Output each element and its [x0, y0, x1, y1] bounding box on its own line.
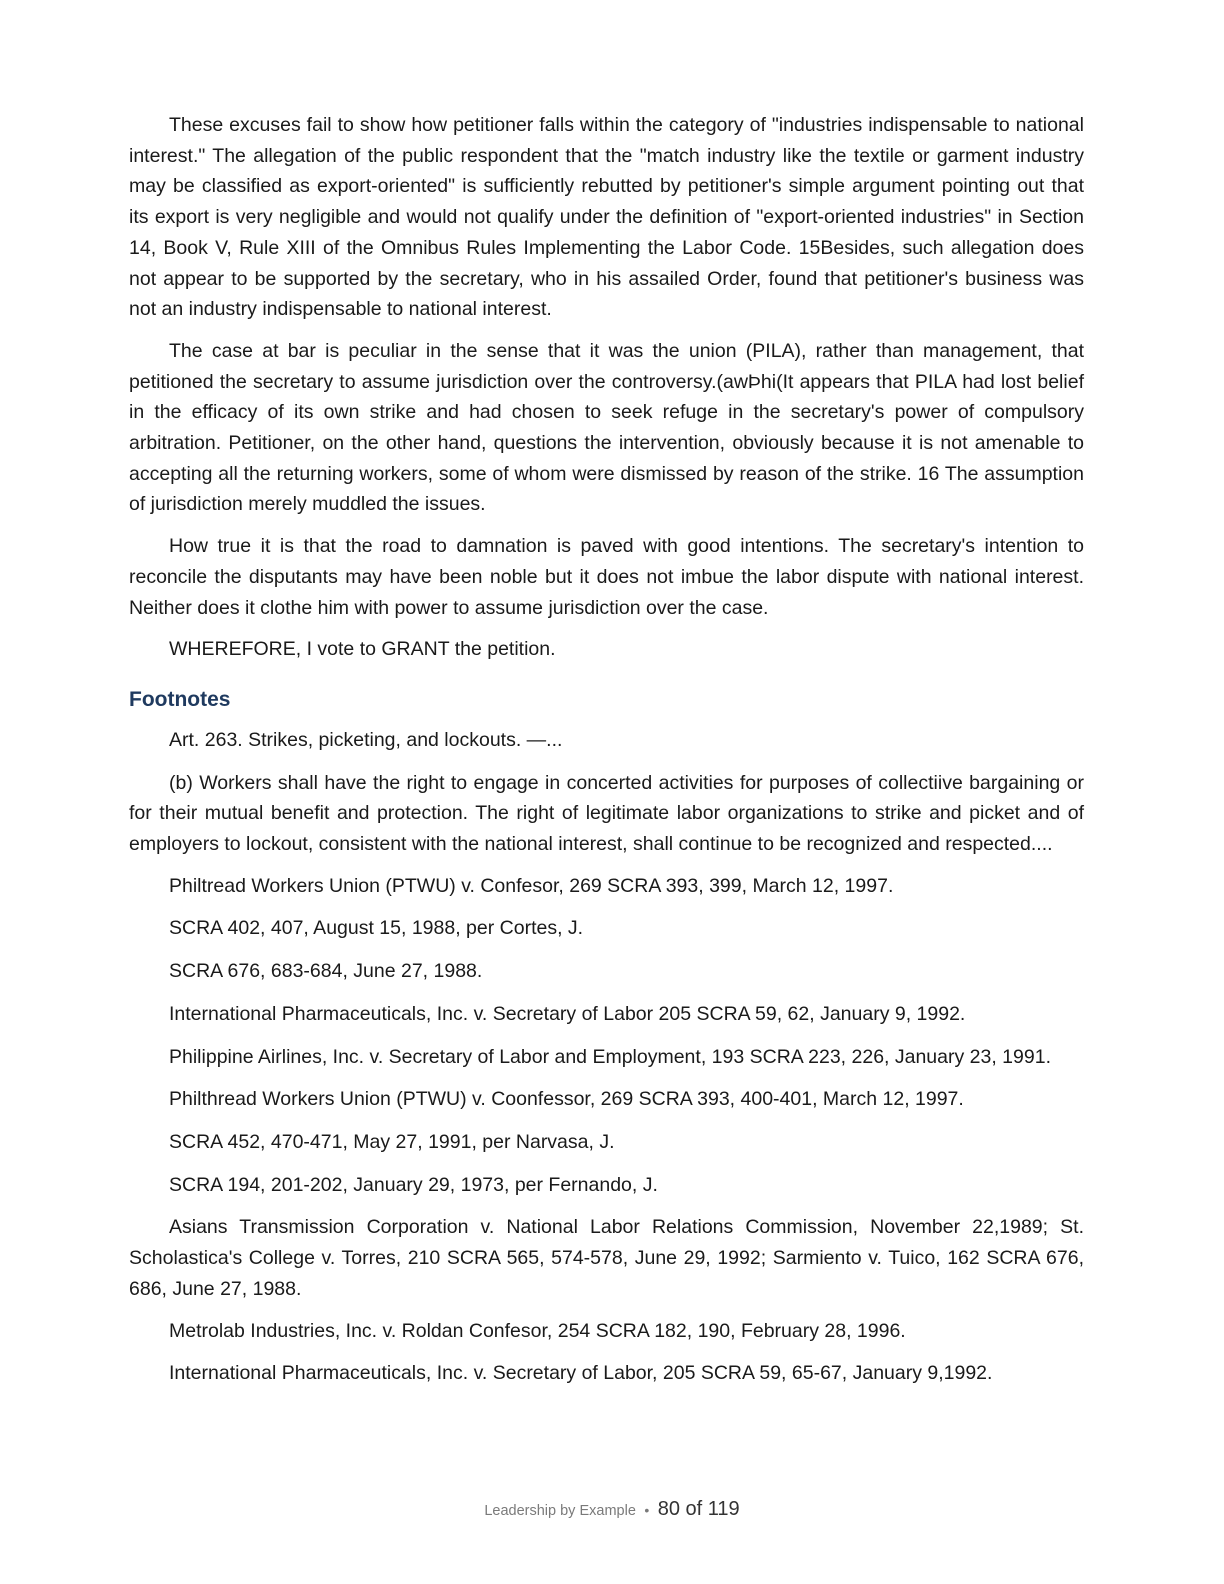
- footnote-ref-1: Philtread Workers Union (PTWU) v. Confesor, 269 SCRA 393, 399, March 12, 1997.: [169, 874, 894, 897]
- footnote-ref-2: SCRA 402, 407, August 15, 1988, per Cortes, J.: [169, 917, 584, 940]
- document-page: [129, 110, 1084, 1401]
- body-paragraph-wherefore: WHEREFORE, I vote to GRANT the petition.: [169, 638, 556, 661]
- footnote-ref-3: SCRA 676, 683-684, June 27, 1988.: [169, 960, 483, 983]
- body-paragraph-2: The case at bar is peculiar in the sense that it was the union (PILA), rather than management, that petitioned the secretary to assume jurisdiction over the controversy.(awÞhi(It appears that PILA had lost belief in the efficacy of its own strike and had chosen to seek refuge in the secretary's power of compulsory arbitration. Petitioner, on the other hand, questions the intervention, obviously because it is not amenable to accepting all the returning workers, some of whom were dismissed by reason of the strike. 16 The assumption of jurisdiction merely muddled the issues.: [129, 339, 1084, 516]
- footnote-ref-5: Philippine Airlines, Inc. v. Secretary of Labor and Employment, 193 SCRA 223, 226, January 23, 1991.: [169, 1045, 1051, 1068]
- footnote-ref-4: International Pharmaceuticals, Inc. v. Secretary of Labor 205 SCRA 59, 62, January 9, 1992.: [169, 1002, 966, 1025]
- footer-label: Leadership by Example: [484, 1503, 636, 1519]
- footnote-ref-metrolab: Metrolab Industries, Inc. v. Roldan Confesor, 254 SCRA 182, 190, February 28, 1996.: [169, 1319, 906, 1342]
- footnote-ref-8: SCRA 194, 201-202, January 29, 1973, per Fernando, J.: [169, 1173, 658, 1196]
- body-paragraph-1: These excuses fail to show how petitioner falls within the category of "industries indispensable to national interest." The allegation of the public respondent that the "match industry like the textile or garment industry may be classified as export-oriented" is sufficiently rebutted by petitioner's simple argument pointing out that its export is very negligible and would not qualify under the definition of "export-oriented industries" in Section 14, Book V, Rule XIII of the Omnibus Rules Implementing the Labor Code. 15Besides, such allegation does not appear to be supported by the secretary, who in his assailed Order, found that petitioner's business was not an industry indispensable to national interest.: [129, 114, 1084, 321]
- footnotes-heading: Footnotes: [129, 687, 231, 711]
- page-number: 80 of 119: [657, 1498, 740, 1520]
- footer-bullet: •: [644, 1502, 650, 1518]
- footnote-ref-international-2: International Pharmaceuticals, Inc. v. Secretary of Labor, 205 SCRA 59, 65-67, January 9,1992.: [169, 1362, 993, 1385]
- footnote-ref-7: SCRA 452, 470-471, May 27, 1991, per Narvasa, J.: [169, 1130, 615, 1153]
- body-paragraph-3: How true it is that the road to damnation is paved with good intentions. The secretary's intention to reconcile the disputants may have been noble but it does not imbue the labor dispute with national interest. Neither does it clothe him with power to assume jurisdiction over the case.: [129, 535, 1084, 619]
- footnote-asians: Asians Transmission Corporation v. National Labor Relations Commission, November 22,1989; St. Scholastica's College v. Torres, 210 SCRA 565, 574-578, June 29, 1992; Sarmiento v. Tuico, 162 SCRA 676, 686, June 27, 1988.: [129, 1216, 1084, 1300]
- footnote-ref-6: Philthread Workers Union (PTWU) v. Coonfessor, 269 SCRA 393, 400-401, March 12, 1997.: [169, 1088, 964, 1111]
- footnote-art-263: Art. 263. Strikes, picketing, and lockouts. —...: [169, 728, 563, 751]
- footnote-art-263-b: (b) Workers shall have the right to engage in concerted activities for purposes of collectiive bargaining or for their mutual benefit and protection. The right of legitimate labor organizations to strike and picket and of employers to lockout, consistent with the national interest, shall continue to be recognized and respected....: [129, 771, 1084, 856]
- page-footer: [0, 1498, 1224, 1521]
